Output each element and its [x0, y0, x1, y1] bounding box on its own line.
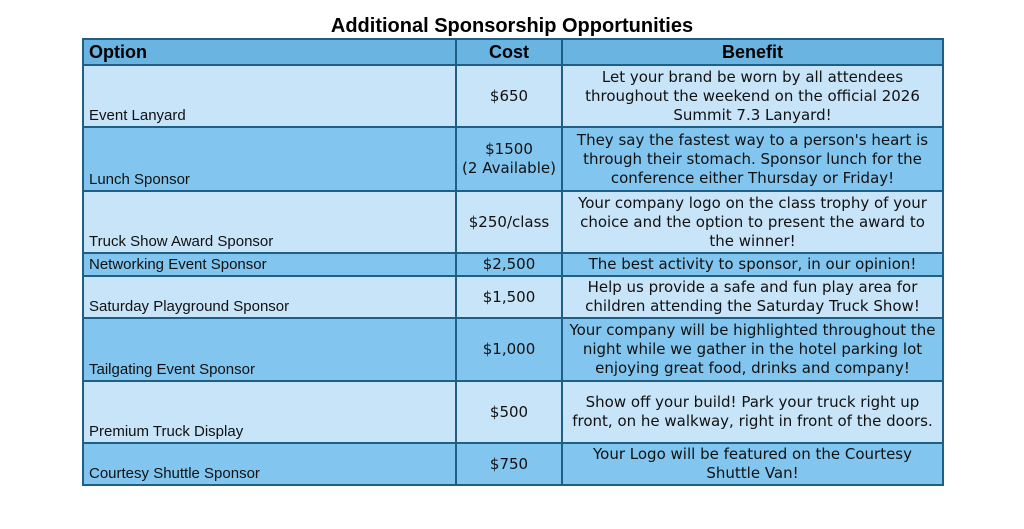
cost-cell [456, 381, 562, 443]
cost-cell [456, 253, 562, 276]
benefit-cell: Let your brand be worn by all attendees throughout the weekend on the official 2026 Summit 7.3 Lanyard! [562, 65, 943, 127]
cost-value: $1,000 [482, 340, 536, 358]
option-cell: Premium Truck Display [83, 381, 456, 443]
benefit-cell: The best activity to sponsor, in our opinion! [562, 253, 943, 276]
cost-cell [456, 191, 562, 253]
table-row [83, 443, 943, 485]
sponsorship-table [82, 38, 944, 486]
page-title: Additional Sponsorship Opportunities [330, 15, 694, 37]
cost-value: $750 [489, 454, 529, 473]
cost-note: (2 Available) [462, 159, 556, 177]
option-cell: Event Lanyard [83, 65, 456, 127]
benefit-cell: Help us provide a safe and fun play area for children attending the Saturday Truck Show! [562, 276, 943, 318]
cost-cell [456, 276, 562, 318]
column-header-cost: Cost [456, 39, 562, 65]
option-cell: Tailgating Event Sponsor [83, 318, 456, 381]
column-header-benefit: Benefit [562, 39, 943, 65]
table-row [83, 318, 943, 381]
cost-cell [456, 127, 562, 191]
option-cell: Courtesy Shuttle Sponsor [83, 443, 456, 485]
option-cell: Networking Event Sponsor [83, 253, 456, 276]
cost-value: $1500 [485, 140, 533, 158]
benefit-cell: Your Logo will be featured on the Courtesy Shuttle Van! [562, 443, 943, 485]
cost-cell [456, 65, 562, 127]
table-row [83, 191, 943, 253]
option-cell: Truck Show Award Sponsor [83, 191, 456, 253]
benefit-cell: Show off your build! Park your truck right up front, on he walkway, right in front of the doors. [562, 381, 943, 443]
column-header-option: Option [83, 39, 456, 65]
table-row [83, 381, 943, 443]
cost-value: $2,500 [482, 255, 536, 273]
option-cell: Lunch Sponsor [83, 127, 456, 191]
benefit-cell: They say the fastest way to a person's heart is through their stomach. Sponsor lunch for the conference either Thursday or Friday! [562, 127, 943, 191]
cost-cell [456, 318, 562, 381]
table-row [83, 127, 943, 191]
benefit-cell: Your company logo on the class trophy of your choice and the option to present the award to the winner! [562, 191, 943, 253]
cost-cell [456, 443, 562, 485]
table-row [83, 65, 943, 127]
cost-value: $250/class [468, 212, 550, 231]
table-header-row [83, 39, 943, 65]
option-cell: Saturday Playground Sponsor [83, 276, 456, 318]
cost-value: $650 [489, 86, 529, 105]
table-row [83, 253, 943, 276]
cost-value: $1,500 [482, 287, 536, 306]
cost-value: $500 [489, 402, 529, 421]
table-row [83, 276, 943, 318]
benefit-cell: Your company will be highlighted throughout the night while we gather in the hotel parking lot enjoying great food, drinks and company! [562, 318, 943, 381]
